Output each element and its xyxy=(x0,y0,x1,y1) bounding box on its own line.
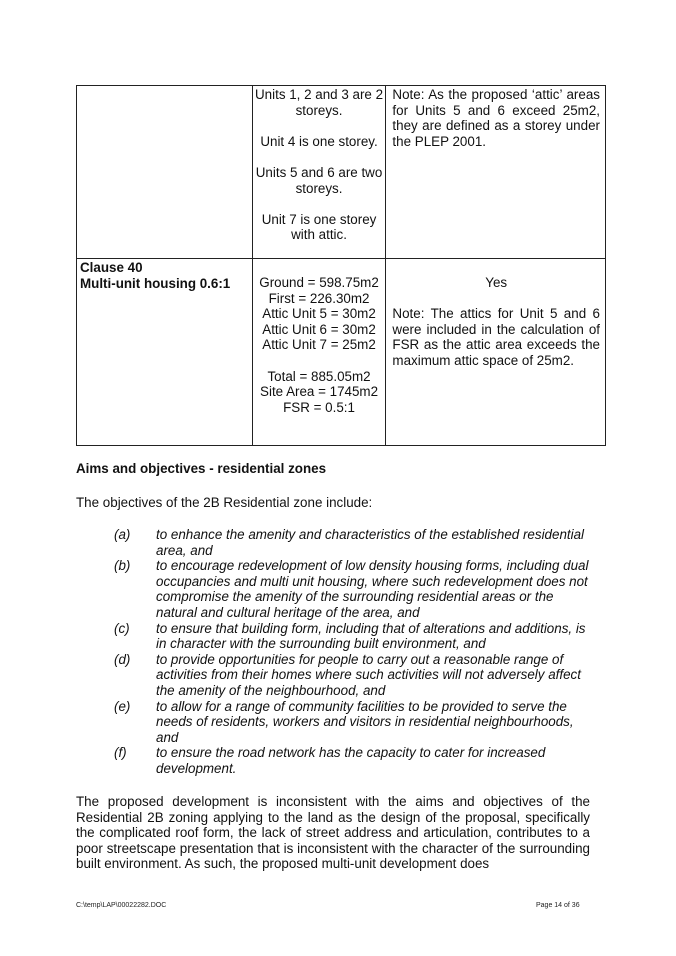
list-marker: (e) xyxy=(114,698,131,714)
floor-area-line: Ground = 598.75m2 xyxy=(259,275,379,290)
section-heading: Aims and objectives - residential zones xyxy=(76,461,327,476)
list-item xyxy=(114,558,594,620)
clause-title: Multi-unit housing 0.6:1 xyxy=(80,275,231,291)
compliance-result: Yes xyxy=(485,275,508,290)
table-cell-proposal xyxy=(252,86,386,259)
list-marker: (d) xyxy=(114,651,131,667)
body-paragraph: The proposed development is inconsistent with the aims and objectives of the Residential 2B zoning applying to the land as the design of the proposal, specifically the complicated roof form, the lack of street address and articulation, contributes to a poor streetscape presentation that is inconsistent with the character of the surrounding built environment. As such, the proposed multi-unit development does xyxy=(76,794,590,872)
floor-area-line: First = 226.30m2 xyxy=(268,290,370,306)
list-item xyxy=(114,699,594,746)
list-item xyxy=(114,652,594,699)
compliance-note: Note: As the proposed ‘attic’ areas for Units 5 and 6 exceed 25m2, they are defined as a storey under the PLEP 2001. xyxy=(392,87,600,149)
footer-page-number: Page 14 of 36 xyxy=(536,902,580,909)
objectives-list xyxy=(114,527,594,777)
clause-number: Clause 40 xyxy=(80,260,143,275)
proposal-line: Units 5 and 6 are two storeys. xyxy=(255,164,383,196)
footer-file-path: C:\temp\LAP\00022282.DOC xyxy=(76,902,167,909)
list-text: to provide opportunities for people to carry out a reasonable range of activities from their homes where such activities will not adversely affect the amenity of the neighbourhood, and xyxy=(156,651,581,698)
list-marker: (b) xyxy=(114,558,131,574)
site-area-line: Site Area = 1745m2 xyxy=(260,384,379,400)
table-row xyxy=(77,259,606,446)
compliance-table xyxy=(76,85,606,446)
table-cell-control xyxy=(77,259,253,446)
list-text: to ensure that building form, including that of alterations and additions, is in character with the surrounding built environment, and xyxy=(156,620,586,652)
floor-area-line: Attic Unit 7 = 25m2 xyxy=(262,337,376,353)
list-item xyxy=(114,621,594,652)
proposal-line: Units 1, 2 and 3 are 2 storeys. xyxy=(255,87,384,118)
proposal-line: Unit 7 is one storey with attic. xyxy=(261,211,377,243)
floor-area-line: Attic Unit 6 = 30m2 xyxy=(262,321,376,337)
list-marker: (a) xyxy=(114,527,131,542)
table-cell-proposal xyxy=(252,259,386,446)
table-cell-compliance xyxy=(386,86,606,259)
list-marker: (c) xyxy=(114,620,130,636)
proposal-line: Unit 4 is one storey. xyxy=(260,133,378,149)
table-cell-compliance xyxy=(386,259,606,446)
list-text: to allow for a range of community facilities to be provided to serve the needs of residents, workers and visitors in residential neighbourhoods, and xyxy=(156,698,574,745)
fsr-line: FSR = 0.5:1 xyxy=(283,399,355,415)
list-item xyxy=(114,745,594,776)
list-text: to encourage redevelopment of low density housing forms, including dual occupancies and multi unit housing, where such redevelopment does not compromise the amenity of the surrounding residential areas or the natural and cultural heritage of the area, and xyxy=(156,558,589,620)
list-text: to ensure the road network has the capacity to cater for increased development. xyxy=(156,745,546,776)
compliance-note: Note: The attics for Unit 5 and 6 were included in the calculation of FSR as the attic area exceeds the maximum attic space of 25m2. xyxy=(392,306,600,368)
table-cell-control xyxy=(77,86,253,259)
floor-area-line: Attic Unit 5 = 30m2 xyxy=(262,306,376,322)
list-item xyxy=(114,527,594,558)
list-text: to enhance the amenity and characteristics of the established residential area, and xyxy=(156,527,585,558)
list-marker: (f) xyxy=(114,745,127,761)
total-line: Total = 885.05m2 xyxy=(267,368,371,384)
table-row xyxy=(77,86,606,259)
intro-text: The objectives of the 2B Residential zone include: xyxy=(76,495,373,510)
